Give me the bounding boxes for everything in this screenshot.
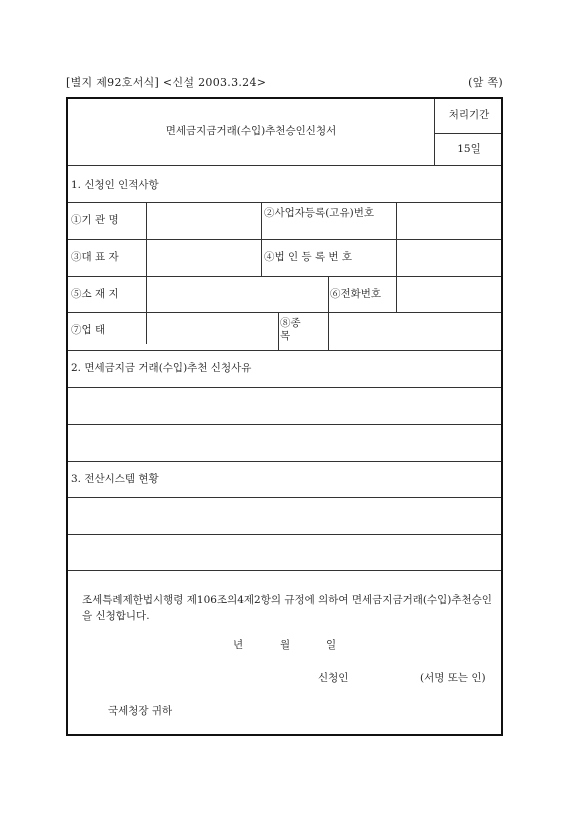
applicant-label: 신청인 [318, 672, 349, 684]
recipient: 국세청장 귀하 [108, 705, 173, 717]
divider [278, 312, 279, 350]
address-label: ⑤소 재 지 [71, 288, 119, 300]
business-type-field[interactable] [147, 313, 278, 349]
system-line-2[interactable] [68, 535, 503, 569]
org-name-field[interactable] [147, 203, 261, 239]
form-number: [별지 제92호서식] <신설 2003.3.24> [66, 76, 267, 89]
application-form [66, 97, 503, 736]
divider [68, 570, 501, 571]
section2-heading: 2. 면세금지금 거래(수입)추천 신청사유 [71, 362, 252, 374]
business-type-label: ⑦업 태 [71, 324, 106, 336]
date-day: 일 [326, 639, 337, 651]
reason-line-2[interactable] [68, 425, 503, 460]
phone-label: ⑥전화번호 [330, 288, 382, 300]
phone-field[interactable] [397, 277, 503, 311]
signature-hint: (서명 또는 인) [420, 672, 486, 684]
section3-heading: 3. 전산시스템 현황 [71, 473, 159, 485]
biz-reg-no-field[interactable] [397, 203, 503, 239]
divider [68, 461, 501, 462]
divider [435, 133, 501, 134]
business-item-label: ⑧종목 [280, 317, 301, 342]
system-line-1[interactable] [68, 498, 503, 533]
representative-field[interactable] [147, 240, 261, 275]
representative-label: ③대 표 자 [71, 251, 119, 263]
divider [328, 276, 329, 312]
address-field[interactable] [147, 277, 328, 311]
processing-period-value: 15일 [457, 143, 481, 155]
declaration-text: 조세특례제한법시행령 제106조의4제2항의 규정에 의하여 면세금지금거래(수입)추천승인을 신청합니다. [82, 594, 492, 622]
org-name-label: ①기 관 명 [71, 214, 119, 226]
date-year: 년 [233, 639, 244, 651]
section1-heading: 1. 신청인 인적사항 [71, 179, 159, 191]
divider [68, 350, 501, 351]
form-title: 면세금지금거래(수입)추천승인신청서 [165, 125, 337, 137]
divider [68, 165, 501, 166]
processing-period-label: 처리기간 [448, 109, 490, 121]
biz-reg-no-label: ②사업자등록(고유)번호 [264, 207, 374, 219]
corp-reg-no-field[interactable] [397, 240, 503, 275]
reason-line-1[interactable] [68, 388, 503, 423]
page-side-label: (앞 쪽) [468, 76, 503, 89]
date-month: 월 [280, 639, 291, 651]
corp-reg-no-label: ④법 인 등 록 번 호 [264, 251, 353, 263]
business-item-field[interactable] [329, 313, 503, 349]
